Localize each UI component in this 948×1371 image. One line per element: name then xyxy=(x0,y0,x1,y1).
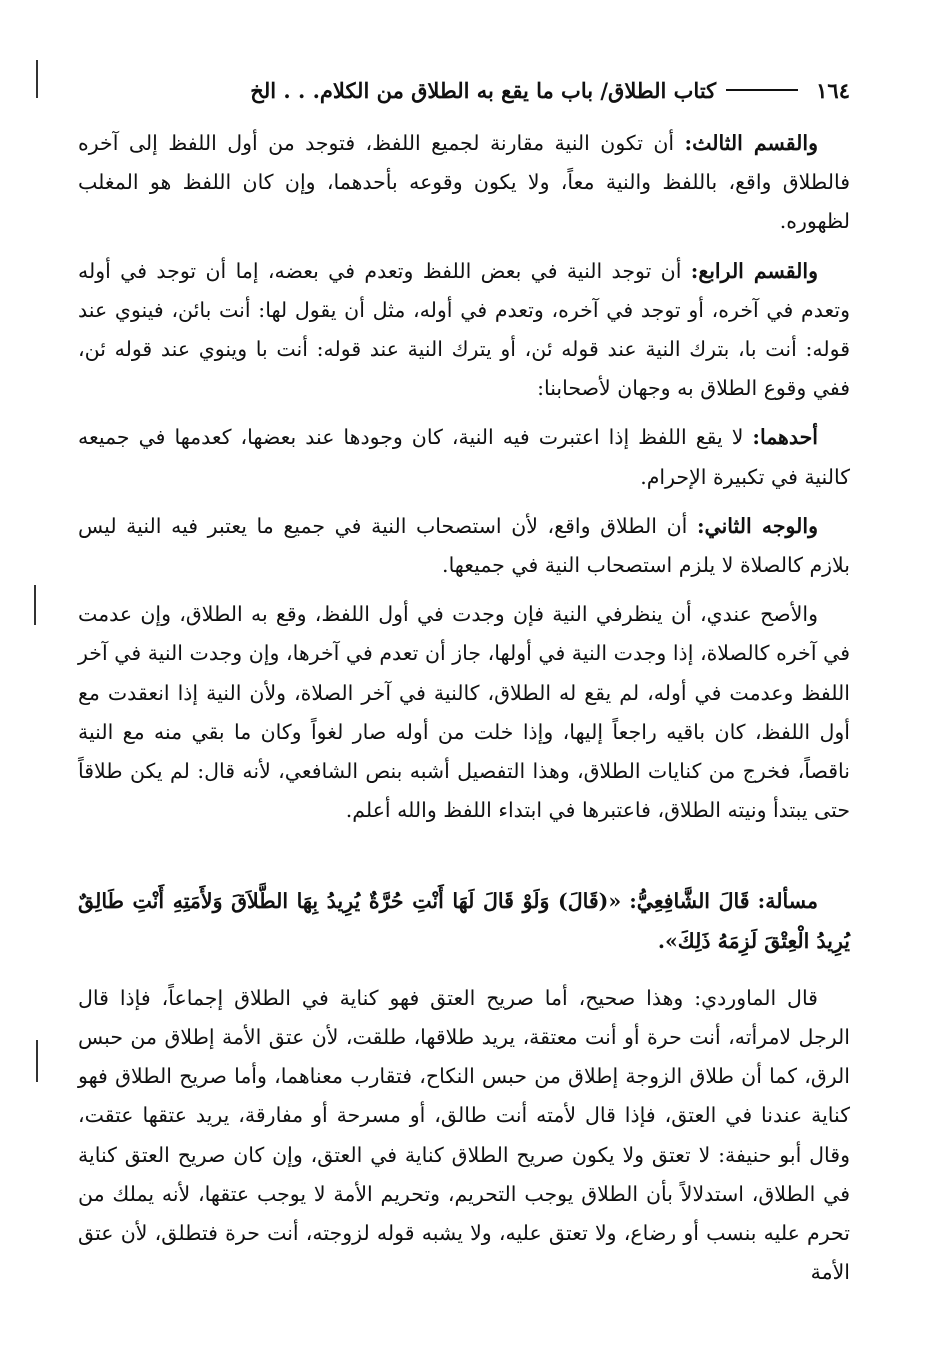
margin-mark xyxy=(36,1040,38,1082)
paragraph-text: أن توجد النية في بعض اللفظ وتعدم في بعضه، إما أن توجد في أوله وتعدم في آخره، أو توجد في آخره، وتعدم في أوله، مثل أن يقول لها: أنت بائن، فينوي عند قوله: أنت با، بترك النية عند قوله ئن، أو يترك النية عند قوله: أنت با وينوي عند قوله ئن، ففي وقوع الطلاق به وجهان لأصحابنا: xyxy=(78,258,850,401)
margin-mark xyxy=(34,585,36,625)
running-title: كتاب الطلاق/ باب ما يقع به الطلاق من الكلام. . . الخ xyxy=(250,77,717,103)
masala-block xyxy=(78,882,850,960)
paragraph-fourth-section xyxy=(78,252,850,409)
paragraph-third-section xyxy=(78,124,850,242)
margin-mark xyxy=(36,60,38,98)
paragraph-mawardi xyxy=(78,979,850,1293)
paragraph-lead: والقسم الثالث: xyxy=(684,131,818,155)
paragraph-text: أن الطلاق واقع، لأن استصحاب النية في جميع ما يعتبر فيه النية ليس بلازم كالصلاة لا يلزم استصحاب النية في جميعها. xyxy=(78,513,850,578)
page-number: ١٦٤ xyxy=(816,77,850,103)
page-body xyxy=(78,124,850,1302)
paragraph-lead: والقسم الرابع: xyxy=(690,258,818,283)
paragraph-first-view xyxy=(78,418,850,496)
paragraph-author-opinion xyxy=(78,595,850,830)
paragraph-second-view xyxy=(78,507,850,585)
paragraph-lead: والوجه الثاني: xyxy=(696,513,818,538)
paragraph-text: والأصح عندي، أن ينظرفي النية فإن وجدت في أول اللفظ، وقع به الطلاق، وإن عدمت في آخره كالصلاة، إذا وجدت النية في أولها، جاز أن تعدم في آخرها، وإن وجدت النية في آخر اللفظ وعدمت في أوله، لم يقع له الطلاق، كالنية في آخر الصلاة، ولأن النية إذا انعقدت مع أول اللفظ، كان باقيه راجعاً إليها، وإذا خلت من أوله صار لغواً وكان ما بقي منه مع النية ناقصاً، فخرج من كنايات الطلاق، وهذا التفصيل أشبه بنص الشافعي، لأنه قال: لم يكن طلاقاً حتى يبتدأ ونيته الطلاق، فاعتبرها في ابتداء اللفظ والله أعلم. xyxy=(78,602,850,823)
paragraph-lead: أحدهما: xyxy=(752,425,818,450)
masala-quote: «(قَالَ) وَلَوْ قَالَ لَهَا أَنْتِ حُرَّةٌ يُرِيدُ بِهَا الطَّلاَقَ وَلأَمَتِهِ أَنْتِ طَالِقٌ يُرِيدُ الْعِتْقَ لَزِمَهُ ذَلِكَ». xyxy=(78,889,850,953)
masala-speaker: قَالَ الشَّافِعِيُّ: xyxy=(629,889,750,914)
paragraph-text: أن تكون النية مقارنة لجميع اللفظ، فتوجد من أول اللفظ إلى آخره فالطلاق واقع، باللفظ والنية معاً، ولا يكون وقوعه بأحدهما، وإن كان اللفظ هو المغلب لظهوره. xyxy=(78,131,850,234)
paragraph-text: قال الماوردي: وهذا صحيح، أما صريح العتق فهو كناية في الطلاق إجماعاً، فإذا قال الرجل لامرأته، أنت حرة أو أنت معتقة، يريد طلاقها، طلقت، لأن عتق الأمة إطلاق من حبس الرق، كما أن طلاق الزوجة إطلاق من حبس النكاح، فتقارب معناهما، وأما صريح الطلاق فهو كناية عندنا في العتق، فإذا قال لأمته أنت طالق، أو مسرحة أو مفارقة، يريد عتقها عتقت، وقال أبو حنيفة: لا تعتق ولا يكون صريح الطلاق كناية في العتق، وإن كان صريح العتق كناية في الطلاق، استدلالاً بأن الطلاق يوجب التحريم، وتحريم الأمة لا يوجب عتقها، لأنه يملك من تحرم عليه بنسب أو رضاع، ولا تعتق عليه، ولا يشبه قوله لزوجته، أنت حرة فتطلق، لأن عتق الأمة xyxy=(78,985,850,1285)
masala-label: مسألة: xyxy=(757,889,818,914)
header-rule xyxy=(726,89,798,91)
paragraph-text: لا يقع اللفظ إذا اعتبرت فيه النية، كان وجودها عند بعضها، كعدمها في جميعه كالنية في تكبيرة الإحرام. xyxy=(78,425,850,489)
running-header xyxy=(78,70,850,110)
